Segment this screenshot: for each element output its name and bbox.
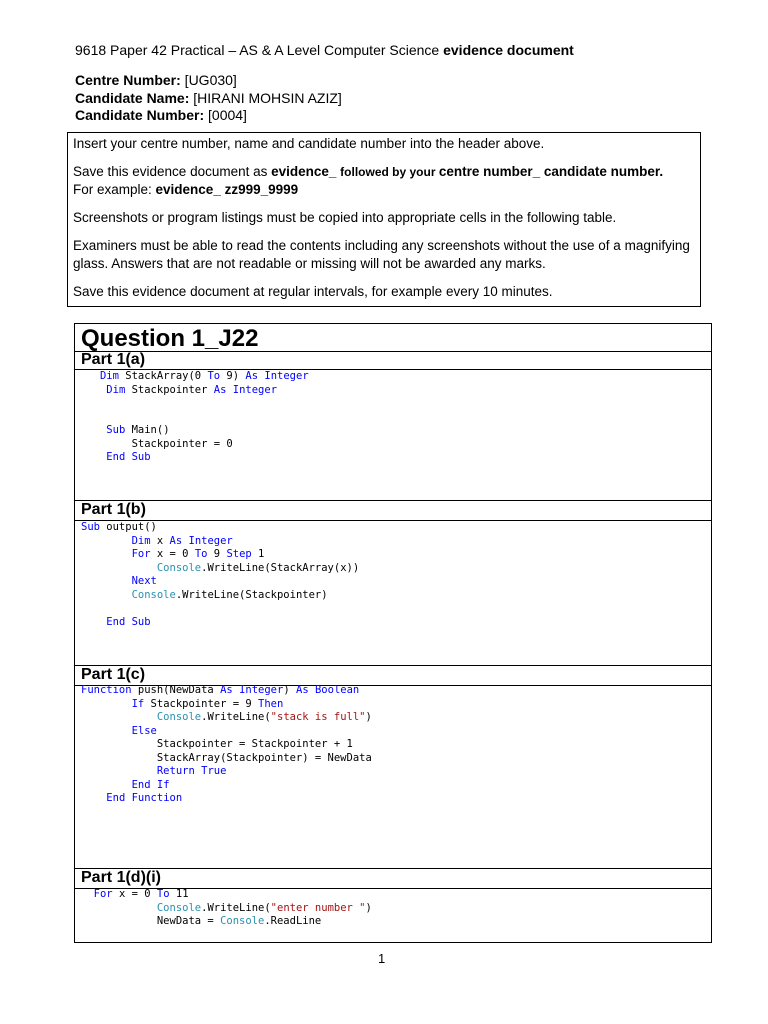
code-keyword: If [131,697,145,710]
instruction-2-e: For example: [73,182,156,197]
code-line [81,792,372,806]
candidate-number-label: Candidate Number: [75,107,205,123]
candidate-name-value: [HIRANI MOHSIN AZIZ] [189,90,342,106]
code-text: .WriteLine(StackArray(x)) [201,561,360,574]
document-header [75,42,574,58]
code-line [81,575,359,589]
code-keyword: If [156,778,170,791]
code-text: ) [365,711,372,723]
code-text [81,765,157,777]
code-keyword: Sub [131,615,151,628]
code-line [81,548,359,562]
code-keyword: To [207,370,221,382]
instruction-2-c: followed by your [340,165,439,179]
instruction-3: Screenshots or program listings must be copied into appropriate cells in the following table. [73,210,617,225]
code-class: Console [156,561,202,574]
code-text [81,902,157,914]
page-number: 1 [378,951,386,966]
code-line [81,370,309,384]
code-text: 9 [207,548,227,560]
code-line [81,438,309,452]
instruction-2-d: centre number_ candidate number. [438,164,664,179]
candidate-number-line [75,107,247,123]
part-1c-label: Part 1(c) [81,666,146,683]
code-text [81,725,132,737]
code-text [81,698,132,710]
code-part-1c [81,684,372,806]
table-divider [75,868,711,869]
centre-number-label: Centre Number: [75,72,181,88]
code-part-1a [81,370,309,465]
question-title: Question 1_J22 [81,325,259,352]
code-line [81,451,309,465]
code-text: .WriteLine(Stackpointer) [175,588,328,601]
code-line [81,765,372,779]
code-line [81,562,359,576]
code-text: Main() [125,424,170,436]
code-text: .WriteLine( [201,711,271,723]
code-line [81,397,309,411]
code-text: 1 [251,548,265,560]
code-text [81,616,106,628]
code-class: Console [131,588,176,601]
code-class: Console [220,915,265,927]
code-text [81,779,132,791]
code-text [81,370,100,382]
code-keyword: To [156,888,170,900]
code-text [81,589,132,601]
code-line [81,888,372,902]
code-keyword: Return [156,765,195,777]
code-keyword: Step [226,548,252,560]
code-keyword: Sub [106,424,126,436]
code-line [81,521,359,535]
code-keyword: For [93,888,113,900]
instruction-1: Insert your centre number, name and candidate number into the header above. [73,136,545,151]
code-text: StackArray(0 [118,370,208,382]
code-line [81,779,372,793]
code-keyword: Then [258,697,284,710]
code-keyword: As [220,684,233,696]
code-text: Stackpointer = 0 [81,437,233,450]
instruction-5: Save this evidence document at regular intervals, for example every 10 minutes. [73,284,553,299]
code-text [81,792,106,804]
code-string: "enter number " [270,901,366,914]
code-line [81,738,372,752]
code-line [81,684,372,698]
code-line [81,424,309,438]
code-text: Stackpointer = Stackpointer + 1 [81,738,353,750]
code-text: x = 0 [112,888,157,900]
code-text: 11 [169,888,189,900]
code-keyword: As [296,684,309,696]
code-text [81,451,106,463]
code-line [81,589,359,603]
code-text: push(NewData [131,684,221,696]
code-text: Stackpointer [125,383,214,396]
code-text: .WriteLine( [201,901,271,914]
candidate-name-label: Candidate Name: [75,90,190,106]
code-keyword: Integer [264,370,309,382]
instruction-2-a: Save this evidence document as [73,164,272,179]
code-keyword: Integer [232,383,278,396]
code-text: ) [365,901,372,914]
code-text [81,711,157,723]
code-line [81,711,372,725]
table-divider [75,351,711,352]
code-keyword: As [245,370,259,382]
code-class: Console [156,711,202,723]
code-text: Stackpointer = 9 [144,697,259,710]
instruction-2-f: evidence_ zz999_9999 [155,182,299,197]
header-bold: evidence document [443,42,574,58]
code-keyword: To [194,548,208,560]
instruction-2 [73,163,695,199]
instructions-box [67,132,701,307]
code-keyword: Boolean [314,684,360,696]
code-text: .ReadLine [264,915,322,927]
part-1b-label: Part 1(b) [81,501,146,518]
code-keyword: As [213,383,227,396]
code-text: x = 0 [150,548,195,560]
question-table [74,323,712,943]
code-keyword: Function [131,792,183,804]
candidate-number-value: [0004] [204,107,247,123]
instruction-4: Examiners must be able to read the contents including any screenshots without the use of a magnifying glass. Answers that are not readable or missing will not be awarded any marks. [73,238,690,271]
code-string: "stack is full" [270,711,366,723]
code-text: 9) [220,370,246,382]
header-prefix: 9618 Paper 42 Practical – AS & A Level Computer Science [75,42,444,58]
code-keyword: Dim [131,534,151,547]
code-line [81,535,359,549]
code-text: StackArray(Stackpointer) = NewData [81,751,372,764]
code-keyword: Sub [81,521,100,533]
code-keyword: True [201,765,227,777]
table-divider [75,500,711,501]
code-keyword: Function [81,684,132,696]
code-keyword: Sub [131,451,151,463]
code-line [81,725,372,739]
code-text: output() [99,521,157,533]
code-keyword: End [131,778,151,791]
centre-number-line [75,72,237,88]
instruction-2-b: evidence_ [271,164,341,179]
code-part-1d-i [81,888,372,929]
code-keyword: As [169,534,183,547]
code-text [81,562,157,574]
part-1d-i-label: Part 1(d)(i) [81,869,161,886]
code-text: x [150,534,170,547]
code-text [81,384,106,396]
code-text [81,575,132,587]
code-line [81,752,372,766]
table-divider [75,665,711,666]
code-keyword: Else [131,724,157,737]
code-keyword: For [131,548,151,560]
code-keyword: End [106,792,126,804]
code-text [81,424,106,436]
code-line [81,411,309,425]
code-text: NewData = [81,915,221,927]
code-line [81,902,372,916]
code-keyword: Integer [188,534,233,547]
part-1a-label: Part 1(a) [81,351,146,368]
code-class: Console [156,901,202,914]
code-keyword: Integer [239,684,284,696]
candidate-name-line [75,90,342,106]
code-line [81,384,309,398]
code-text [81,548,132,560]
code-keyword: End [106,615,126,628]
code-keyword: Next [131,575,157,587]
code-keyword: End [106,451,126,463]
code-line [81,616,359,630]
code-text: ) [283,684,296,696]
code-part-1b [81,521,359,629]
code-line [81,698,372,712]
code-text [81,535,132,547]
code-text [81,888,94,900]
code-line [81,602,359,616]
code-keyword: Dim [106,383,126,396]
code-line [81,915,372,929]
code-keyword: Dim [99,370,119,382]
centre-number-value: [UG030] [180,72,237,88]
